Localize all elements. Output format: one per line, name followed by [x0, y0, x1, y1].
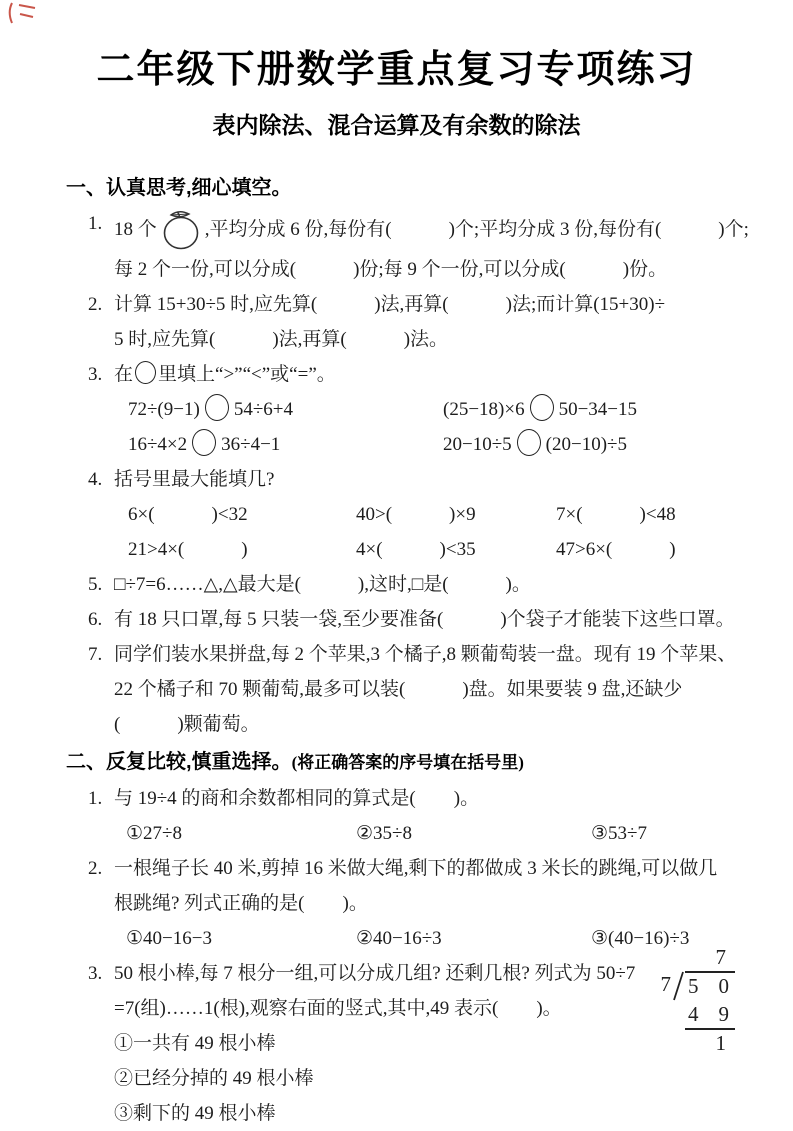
- question-6: [88, 602, 741, 637]
- compare-left-expr: 16÷4×2: [128, 434, 188, 455]
- question-4: [88, 462, 741, 567]
- long-division-subtrahend: [685, 1001, 735, 1030]
- choice-question-3: [88, 945, 741, 1131]
- compare-cell: [443, 427, 741, 462]
- option-item: ②35÷8: [356, 823, 412, 844]
- compare-right-expr: 36÷4−1: [221, 434, 281, 455]
- choice-question-3-number: 3.: [88, 963, 103, 984]
- long-division-divisor: 7: [660, 972, 671, 996]
- section-2-heading-note: (将正确答案的序号填在括号里): [291, 753, 524, 772]
- choice-question-2: [88, 851, 741, 956]
- choice-question-1: [88, 781, 741, 851]
- question-2-line-1: 计算 15+30÷5 时,应先算( )法,再算( )法;而计算(15+30)÷: [114, 294, 666, 315]
- compare-circle: [530, 394, 554, 421]
- question-2: [88, 287, 741, 357]
- question-7-number: 7.: [88, 644, 103, 665]
- question-1: [88, 206, 749, 287]
- option-item: ②40−16÷3: [356, 928, 442, 949]
- subtrahend-digit: 9: [718, 1002, 729, 1026]
- question-1-number: 1.: [88, 213, 103, 234]
- choice-question-1-options: [114, 816, 741, 851]
- choice-question-3-option-1: ①一共有 49 根小棒: [114, 1033, 276, 1054]
- option-item: ③53÷7: [591, 823, 647, 844]
- maxfill-item: 6×( )<32: [128, 504, 248, 525]
- compare-right-expr: 50−34−15: [558, 399, 638, 420]
- dividend-digit: 0: [718, 974, 729, 998]
- page-title: 二年级下册数学重点复习专项练习: [96, 49, 697, 91]
- question-1-line-1: [114, 206, 749, 252]
- long-division: [659, 944, 745, 1057]
- red-corner-mark: [6, 2, 40, 26]
- question-6-number: 6.: [88, 609, 103, 630]
- question-4-number: 4.: [88, 469, 103, 490]
- compare-left-expr: (25−18)×6: [443, 399, 525, 420]
- long-division-body: [659, 971, 745, 1001]
- page-subtitle: 表内除法、混合运算及有余数的除法: [212, 112, 581, 138]
- compare-circle: [517, 429, 541, 456]
- question-3-number: 3.: [88, 364, 103, 385]
- long-division-quotient: 7: [715, 945, 726, 969]
- division-bracket-icon: [671, 971, 685, 1001]
- option-item: ③(40−16)÷3: [591, 928, 690, 949]
- question-3: [88, 357, 741, 462]
- compare-row-2: [114, 427, 741, 462]
- choice-question-3-line-2: =7(组)……1(根),观察右面的竖式,其中,49 表示( )。: [114, 998, 562, 1019]
- maxfill-item: 7×( )<48: [556, 504, 676, 525]
- compare-circle: [192, 429, 216, 456]
- maxfill-item: 4×( )<35: [356, 539, 476, 560]
- compare-row-1: [114, 392, 741, 427]
- question-1-text-before-apple: 18 个: [114, 218, 157, 240]
- question-5: [88, 567, 741, 602]
- question-5-text: □÷7=6……△,△最大是( ),这时,□是( )。: [114, 574, 531, 595]
- choice-question-3-option-2: ②已经分掉的 49 根小棒: [114, 1068, 314, 1089]
- question-3-prompt-before: 在: [114, 364, 134, 385]
- compare-cell: [443, 392, 741, 427]
- question-4-prompt: 括号里最大能填几?: [114, 469, 275, 490]
- question-7-line-3: ( )颗葡萄。: [114, 714, 260, 735]
- question-7-line-1: 同学们装水果拼盘,每 2 个苹果,3 个橘子,8 颗葡萄装一盘。现有 19 个苹果、: [114, 644, 737, 665]
- question-3-prompt: [114, 357, 741, 392]
- worksheet-content: [0, 170, 793, 1131]
- long-division-remainder: 1: [715, 1031, 726, 1055]
- choice-question-1-number: 1.: [88, 788, 103, 809]
- maxfill-item: 40>( )×9: [356, 504, 476, 525]
- maxfill-item: 21>4×( ): [128, 539, 248, 560]
- question-2-number: 2.: [88, 294, 103, 315]
- choice-question-2-number: 2.: [88, 858, 103, 879]
- choice-question-2-options: [114, 921, 741, 956]
- question-7: [88, 637, 741, 742]
- question-7-line-2: 22 个橘子和 70 颗葡萄,最多可以装( )盘。如果要装 9 盘,还缺少: [114, 679, 683, 700]
- compare-circle: [135, 361, 156, 384]
- compare-right-expr: (20−10)÷5: [545, 434, 627, 455]
- question-6-text: 有 18 只口罩,每 5 只装一袋,至少要准备( )个袋子才能装下这些口罩。: [114, 609, 735, 630]
- option-item: ①40−16−3: [126, 928, 212, 949]
- choice-question-2-line-2: 根跳绳? 列式正确的是( )。: [114, 893, 368, 914]
- compare-right-expr: 54÷6+4: [233, 399, 293, 420]
- section-2-heading-text: 二、反复比较,慎重选择。: [66, 751, 292, 773]
- question-3-prompt-after: 里填上“>”“<”或“=”。: [158, 364, 336, 385]
- maxfill-row-2: [114, 532, 741, 567]
- question-1-line-2: 每 2 个一份,可以分成( )份;每 9 个一份,可以分成( )份。: [114, 259, 668, 280]
- option-item: ①27÷8: [126, 823, 182, 844]
- choice-question-3-line-1: 50 根小棒,每 7 根分一组,可以分成几组? 还剩几根? 列式为 50÷7: [114, 963, 636, 984]
- long-division-dividend: [685, 971, 735, 1001]
- choice-question-3-option-3: ③剩下的 49 根小棒: [114, 1103, 276, 1124]
- section-1-heading: 一、认真思考,细心填空。: [66, 177, 292, 199]
- compare-left-expr: 20−10÷5: [443, 434, 512, 455]
- compare-circle: [205, 394, 229, 421]
- maxfill-item: 47>6×( ): [556, 539, 676, 560]
- question-5-number: 5.: [88, 574, 103, 595]
- question-1-text-after-apple: ,平均分成 6 份,每份有( )个;平均分成 3 份,每份有( )个;: [204, 218, 749, 240]
- section-2-heading: [66, 744, 741, 781]
- choice-question-1-text: 与 19÷4 的商和余数都相同的算式是( )。: [114, 788, 480, 809]
- apple-icon: [159, 206, 203, 252]
- choice-question-2-line-1: 一根绳子长 40 米,剪掉 16 米做大绳,剩下的都做成 3 米长的跳绳,可以做几: [114, 858, 718, 879]
- compare-left-expr: 72÷(9−1): [128, 399, 200, 420]
- compare-cell: [128, 392, 443, 427]
- compare-cell: [128, 427, 443, 462]
- subtrahend-digit: 4: [688, 1002, 699, 1026]
- question-2-line-2: 5 时,应先算( )法,再算( )法。: [114, 329, 449, 350]
- maxfill-row-1: [114, 497, 741, 532]
- dividend-digit: 5: [688, 974, 699, 998]
